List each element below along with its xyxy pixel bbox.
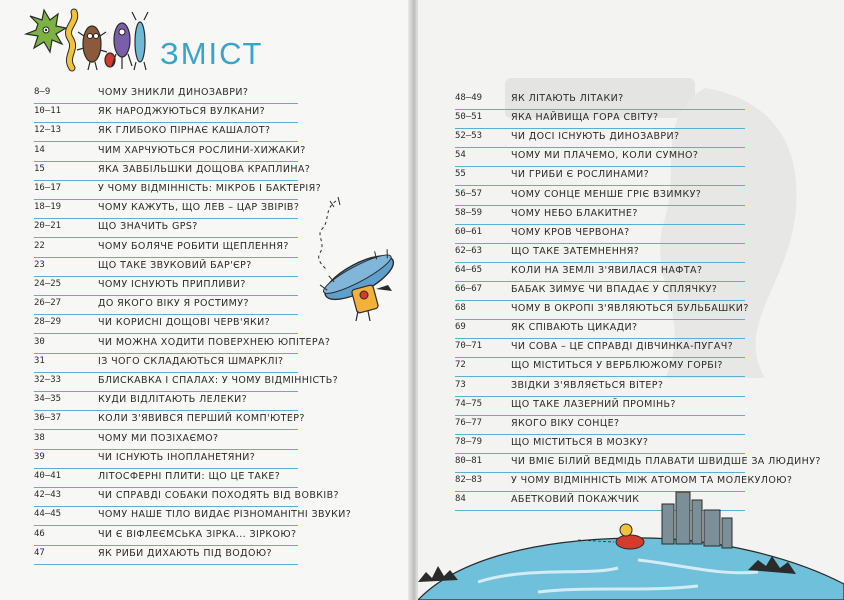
page-number: 42–43 (34, 490, 62, 501)
page-number: 60–61 (455, 226, 483, 237)
question-title: ЯК ГЛИБОКО ПІРНАЄ КАШАЛОТ? (98, 125, 271, 137)
question-title: ІЗ ЧОГО СКЛАДАЮТЬСЯ ШМАРКЛІ? (98, 355, 284, 367)
toc-entry (34, 411, 305, 430)
toc-entry (34, 392, 298, 411)
page-number: 54 (455, 150, 466, 161)
question-title: У ЧОМУ ВІДМІННІСТЬ: МІКРОБ І БАКТЕРІЯ? (98, 183, 322, 194)
page-number: 10–11 (34, 106, 62, 117)
toc-entry (34, 200, 298, 219)
question-title: ЩО МІСТИТЬСЯ В МОЗКУ? (511, 436, 649, 448)
toc-entry (34, 335, 331, 354)
left-page (0, 0, 413, 600)
question-title: ЧИ СПРАВДІ СОБАКИ ПОХОДЯТЬ ВІД ВОВКІВ? (98, 490, 339, 502)
question-title: ЩО ТАКЕ ЗВУКОВИЙ БАР'ЄР? (98, 259, 252, 271)
page-number: 68 (455, 303, 466, 314)
page-number: 69 (455, 322, 466, 333)
toc-entry (455, 397, 745, 416)
toc-entry (455, 225, 745, 244)
toc-entry (34, 431, 298, 450)
page-number: 52–53 (455, 131, 483, 142)
toc-entry (455, 167, 745, 186)
page-number: 76–77 (455, 417, 483, 428)
toc-entry (455, 110, 745, 129)
page-number: 64–65 (455, 264, 483, 275)
page-number: 30 (34, 336, 45, 347)
question-title: ЩО МІСТИТЬСЯ У ВЕРБЛЮЖОМУ ГОРБІ? (511, 360, 723, 372)
toc-entry (455, 91, 745, 110)
page-number: 62–63 (455, 245, 483, 256)
question-title: ДО ЯКОГО ВІКУ Я РОСТИМУ? (98, 298, 249, 310)
toc-entry (34, 85, 298, 104)
question-title: ЧИ ВМІЄ БІЛИЙ ВЕДМІДЬ ПЛАВАТИ ШВИДШЕ ЗА ЛЮДИНУ? (511, 455, 821, 467)
question-title: ЧОМУ БОЛЯЧЕ РОБИТИ ЩЕПЛЕННЯ? (98, 240, 289, 252)
question-title: ЯКОГО ВІКУ СОНЦЕ? (511, 417, 620, 429)
question-title: ЩО ЗНАЧИТЬ GPS? (98, 221, 198, 233)
page-number: 47 (34, 547, 45, 558)
planet-city-illustration-icon (418, 480, 844, 600)
page-number: 80–81 (455, 455, 483, 466)
page-number: 23 (34, 259, 45, 270)
question-title: ЧИ Є ВІФЛЕЄМСЬКА ЗІРКА... ЗІРКОЮ? (98, 528, 297, 540)
toc-entry (455, 301, 749, 320)
toc-entry (34, 219, 298, 238)
question-title: ЧИ ДОСІ ІСНУЮТЬ ДИНОЗАВРИ? (511, 131, 680, 143)
question-title: У ЧОМУ ВІДМІННІСТЬ МІЖ АТОМОМ ТА МОЛЕКУЛОЮ? (511, 475, 793, 486)
question-title: ЧОМУ МИ ПОЗІХАЄМО? (98, 432, 219, 444)
question-title: ЧОМУ КАЖУТЬ, ЩО ЛЕВ – ЦАР ЗВІРІВ? (98, 202, 300, 214)
toc-entry (34, 450, 298, 469)
question-title: ЧОМУ В ОКРОПІ З'ЯВЛЯЮТЬСЯ БУЛЬБАШКИ? (511, 303, 749, 315)
question-title: ЧИ КОРИСНІ ДОЩОВІ ЧЕРВ'ЯКИ? (98, 317, 271, 329)
page-number: 26–27 (34, 298, 62, 309)
page-number: 55 (455, 169, 466, 180)
toc-entry (34, 143, 306, 162)
toc-entry (455, 435, 745, 454)
question-title: ЧОМУ КРОВ ЧЕРВОНА? (511, 226, 630, 238)
toc-entry (455, 378, 745, 397)
page-number: 78–79 (455, 436, 483, 447)
page-number: 38 (34, 432, 45, 443)
page-number: 44–45 (34, 509, 62, 520)
toc-entry (455, 339, 745, 358)
question-title: ЧОМУ ЗНИКЛИ ДИНОЗАВРИ? (98, 87, 249, 98)
page-number: 82–83 (455, 475, 483, 485)
toc-entry (34, 258, 298, 277)
page-number: 36–37 (34, 413, 62, 424)
page-number: 22 (34, 240, 45, 251)
page-number: 18–19 (34, 202, 62, 213)
page-number: 46 (34, 528, 45, 539)
page-number: 39 (34, 451, 45, 462)
toc-entry (34, 296, 298, 315)
toc-entry (455, 282, 745, 301)
toc-entry (455, 244, 745, 263)
ufo-illustration-icon (300, 195, 410, 325)
toc-entry (34, 373, 339, 392)
question-title: АБЕТКОВИЙ ПОКАЖЧИК (511, 494, 640, 506)
page-number: 16–17 (34, 183, 62, 193)
toc-entry (455, 416, 745, 435)
question-title: КОЛИ НА ЗЕМЛІ З'ЯВИЛАСЯ НАФТА? (511, 264, 703, 276)
question-title: ЩО ТАКЕ ЛАЗЕРНИЙ ПРОМІНЬ? (511, 398, 676, 410)
toc-entry (455, 129, 745, 148)
toc-entry (34, 277, 298, 296)
page-number: 84 (455, 494, 466, 505)
question-title: БАБАК ЗИМУЄ ЧИ ВПАДАЄ У СПЛЯЧКУ? (511, 284, 718, 295)
page-number: 24–25 (34, 279, 62, 289)
question-title: ЧИМ ХАРЧУЮТЬСЯ РОСЛИНИ-ХИЖАКИ? (98, 144, 306, 156)
question-title: ЧИ ГРИБИ Є РОСЛИНАМИ? (511, 169, 650, 181)
page-number: 20–21 (34, 221, 62, 232)
question-title: КУДИ ВІДЛІТАЮТЬ ЛЕЛЕКИ? (98, 394, 248, 406)
page-number: 8–9 (34, 87, 51, 97)
toc-entry (34, 239, 298, 258)
question-title: ЯК ЛІТАЮТЬ ЛІТАКИ? (511, 93, 624, 104)
question-title: ЛІТОСФЕРНІ ПЛИТИ: ЩО ЦЕ ТАКЕ? (98, 471, 281, 482)
toc-entry (34, 507, 352, 526)
question-title: ЧОМУ СОНЦЕ МЕНШЕ ГРІЄ ВЗИМКУ? (511, 188, 702, 200)
toc-entry (34, 546, 298, 565)
question-title: ЯКА ЗАВБІЛЬШКИ ДОЩОВА КРАПЛИНА? (98, 163, 311, 175)
page-number: 56–57 (455, 188, 483, 199)
page-number: 74–75 (455, 398, 483, 409)
toc-entry (455, 187, 745, 206)
toc-entry (455, 263, 745, 282)
question-title: ЧОМУ НЕБО БЛАКИТНЕ? (511, 207, 638, 219)
page-number: 48–49 (455, 93, 483, 103)
question-title: ЗВІДКИ З'ЯВЛЯЄТЬСЯ ВІТЕР? (511, 379, 664, 391)
toc-entry (34, 527, 298, 546)
microbes-illustration-icon (20, 6, 150, 74)
page-number: 70–71 (455, 341, 483, 352)
question-title: ЩО ТАКЕ ЗАТЕМНЕННЯ? (511, 245, 640, 257)
page-number: 66–67 (455, 284, 483, 294)
page-number: 14 (34, 144, 45, 155)
question-title: ЧОМУ МИ ПЛАЧЕМО, КОЛИ СУМНО? (511, 150, 699, 162)
toc-entry (34, 354, 298, 373)
toc-entry (34, 181, 322, 200)
question-title: ЧИ ІСНУЮТЬ ІНОПЛАНЕТЯНИ? (98, 451, 256, 463)
page-number: 31 (34, 355, 45, 366)
toc-entry (34, 315, 298, 334)
row-divider (34, 564, 298, 565)
page-number: 32–33 (34, 375, 62, 385)
question-title: ЯК СПІВАЮТЬ ЦИКАДИ? (511, 322, 638, 334)
page-number: 15 (34, 163, 45, 174)
question-title: ЧИ МОЖНА ХОДИТИ ПОВЕРХНЕЮ ЮПІТЕРА? (98, 336, 331, 348)
question-title: ЯК НАРОДЖУЮТЬСЯ ВУЛКАНИ? (98, 106, 266, 118)
question-title: ЯКА НАЙВИЩА ГОРА СВІТУ? (511, 112, 659, 124)
page-number: 50–51 (455, 112, 483, 123)
page-number: 12–13 (34, 125, 62, 136)
question-title: ЧИ СОВА – ЦЕ СПРАВДІ ДІВЧИНКА-ПУГАЧ? (511, 341, 734, 353)
toc-entry (455, 148, 745, 167)
question-title: ЧОМУ ІСНУЮТЬ ПРИПЛИВИ? (98, 279, 246, 290)
toc-entry (455, 320, 745, 339)
question-title: БЛИСКАВКА І СПАЛАХ: У ЧОМУ ВІДМІННІСТЬ? (98, 375, 339, 386)
toc-entry (455, 358, 745, 377)
page-number: 72 (455, 360, 466, 371)
question-title: КОЛИ З'ЯВИВСЯ ПЕРШИЙ КОМП'ЮТЕР? (98, 413, 305, 425)
page-number: 73 (455, 379, 466, 390)
page-number: 58–59 (455, 207, 483, 218)
page-number: 40–41 (34, 471, 62, 481)
toc-entry (34, 162, 311, 181)
toc-entry (455, 206, 745, 225)
toc-entry (34, 104, 298, 123)
question-title: ЯК РИБИ ДИХАЮТЬ ПІД ВОДОЮ? (98, 547, 272, 559)
toc-entry (34, 488, 339, 507)
toc-entry (34, 123, 298, 142)
page-title: ЗМІСТ (160, 36, 264, 71)
toc-entry (34, 469, 298, 488)
toc-entry (455, 454, 821, 473)
page-number: 34–35 (34, 394, 62, 405)
question-title: ЧОМУ НАШЕ ТІЛО ВИДАЄ РІЗНОМАНІТНІ ЗВУКИ? (98, 509, 352, 521)
page-number: 28–29 (34, 317, 62, 328)
